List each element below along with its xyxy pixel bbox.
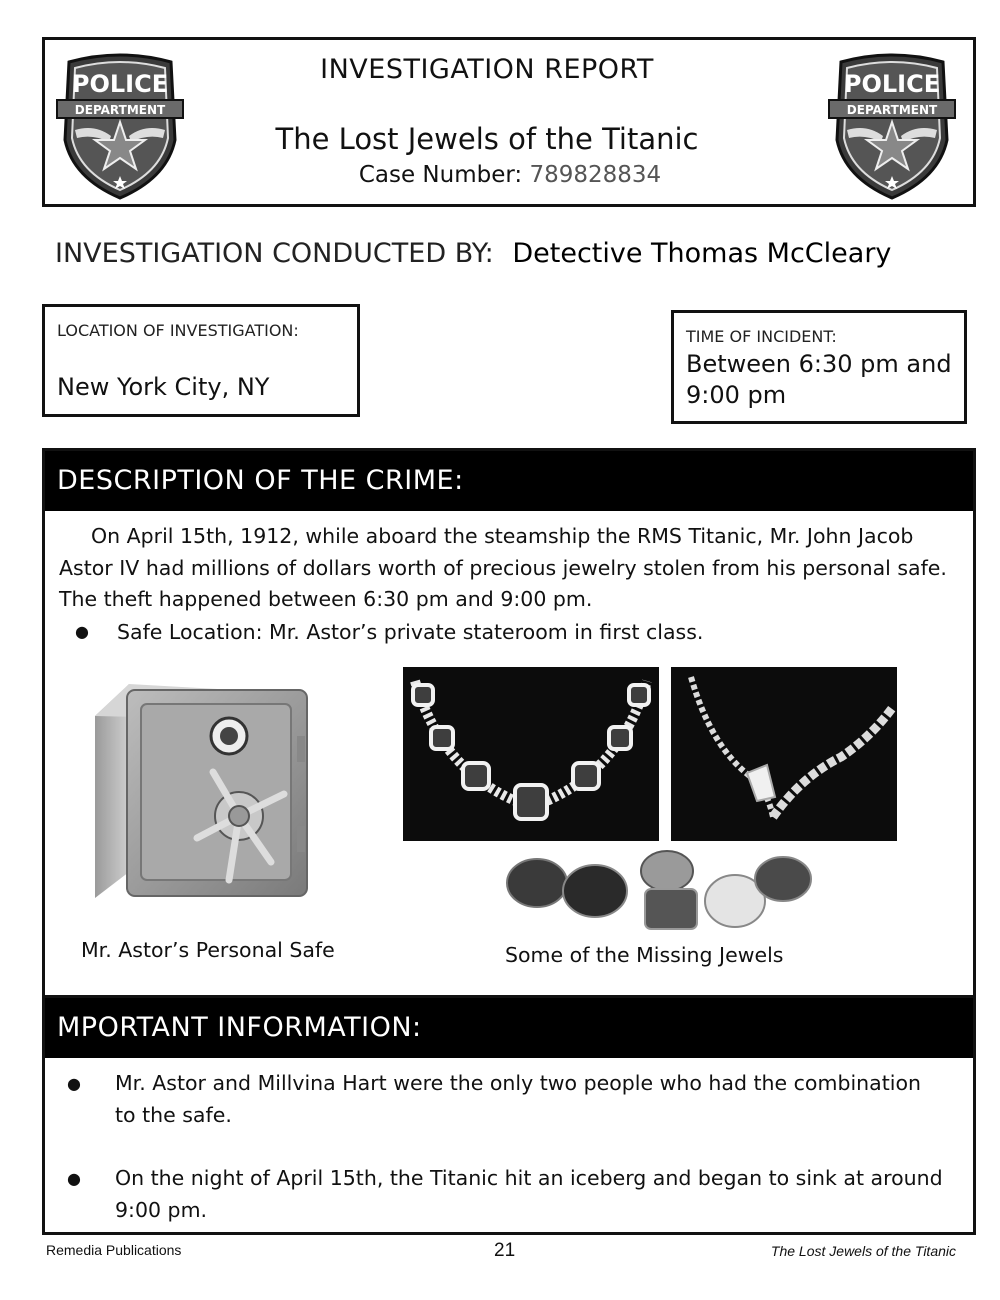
safe-image bbox=[89, 676, 314, 901]
info-section-header bbox=[45, 998, 973, 1058]
info-item-text: Mr. Astor and Millvina Hart were the only two people who had the combination to the safe. bbox=[115, 1071, 921, 1127]
police-badge-icon bbox=[827, 50, 957, 200]
case-number-value: 789828834 bbox=[529, 162, 662, 188]
svg-text:DEPARTMENT: DEPARTMENT bbox=[846, 103, 938, 117]
diamond-necklace-image bbox=[671, 667, 897, 841]
jewels-caption: Some of the Missing Jewels bbox=[505, 943, 784, 967]
conducted-by-line bbox=[55, 238, 891, 269]
bullet-icon: ● bbox=[67, 1074, 81, 1093]
crime-section-header bbox=[45, 451, 973, 511]
location-box bbox=[42, 304, 360, 417]
loose-gems-image bbox=[497, 843, 817, 938]
svg-text:DEPARTMENT: DEPARTMENT bbox=[74, 103, 166, 117]
info-list bbox=[67, 1068, 947, 1258]
crime-bullet bbox=[75, 616, 935, 648]
svg-text:POLICE: POLICE bbox=[71, 70, 169, 98]
conducted-by-label: INVESTIGATION CONDUCTED BY: bbox=[55, 238, 494, 269]
report-title: INVESTIGATION REPORT bbox=[320, 54, 654, 85]
info-list-item bbox=[67, 1068, 947, 1131]
crime-description-section bbox=[42, 448, 976, 998]
time-value: Between 6:30 pm and 9:00 pm bbox=[686, 350, 952, 409]
info-item-text: On the night of April 15th, the Titanic hit an iceberg and began to sink at around 9:00 pm. bbox=[115, 1166, 943, 1222]
time-box bbox=[671, 310, 967, 424]
safe-caption: Mr. Astor’s Personal Safe bbox=[81, 938, 335, 962]
bullet-icon: ● bbox=[67, 1169, 81, 1188]
important-info-section bbox=[42, 995, 976, 1235]
info-section-title: MPORTANT INFORMATION: bbox=[57, 1012, 422, 1043]
footer-book-title: The Lost Jewels of the Titanic bbox=[770, 1243, 956, 1259]
case-title: The Lost Jewels of the Titanic bbox=[275, 122, 699, 156]
report-header bbox=[42, 37, 976, 207]
svg-text:POLICE: POLICE bbox=[843, 70, 941, 98]
crime-section-title: DESCRIPTION OF THE CRIME: bbox=[57, 465, 464, 496]
location-value: New York City, NY bbox=[57, 373, 270, 401]
crime-bullet-text: Safe Location: Mr. Astor’s private stateroom in first class. bbox=[117, 620, 704, 644]
time-label: TIME OF INCIDENT: bbox=[686, 327, 837, 346]
case-number-label: Case Number: bbox=[358, 162, 523, 188]
footer-page-number: 21 bbox=[494, 1240, 516, 1261]
necklace-image bbox=[403, 667, 659, 841]
location-label: LOCATION OF INVESTIGATION: bbox=[57, 321, 299, 340]
info-list-item bbox=[67, 1163, 947, 1226]
bullet-icon: ● bbox=[75, 622, 89, 641]
crime-paragraph: On April 15th, 1912, while aboard the steamship the RMS Titanic, Mr. John Jacob Astor IV had millions of dollars worth of precious jewelry stolen from his personal safe. The theft happened between 6:30 pm and 9:00 pm. bbox=[59, 524, 947, 611]
footer-publisher: Remedia Publications bbox=[46, 1242, 182, 1258]
detective-name: Detective Thomas McCleary bbox=[512, 238, 892, 269]
